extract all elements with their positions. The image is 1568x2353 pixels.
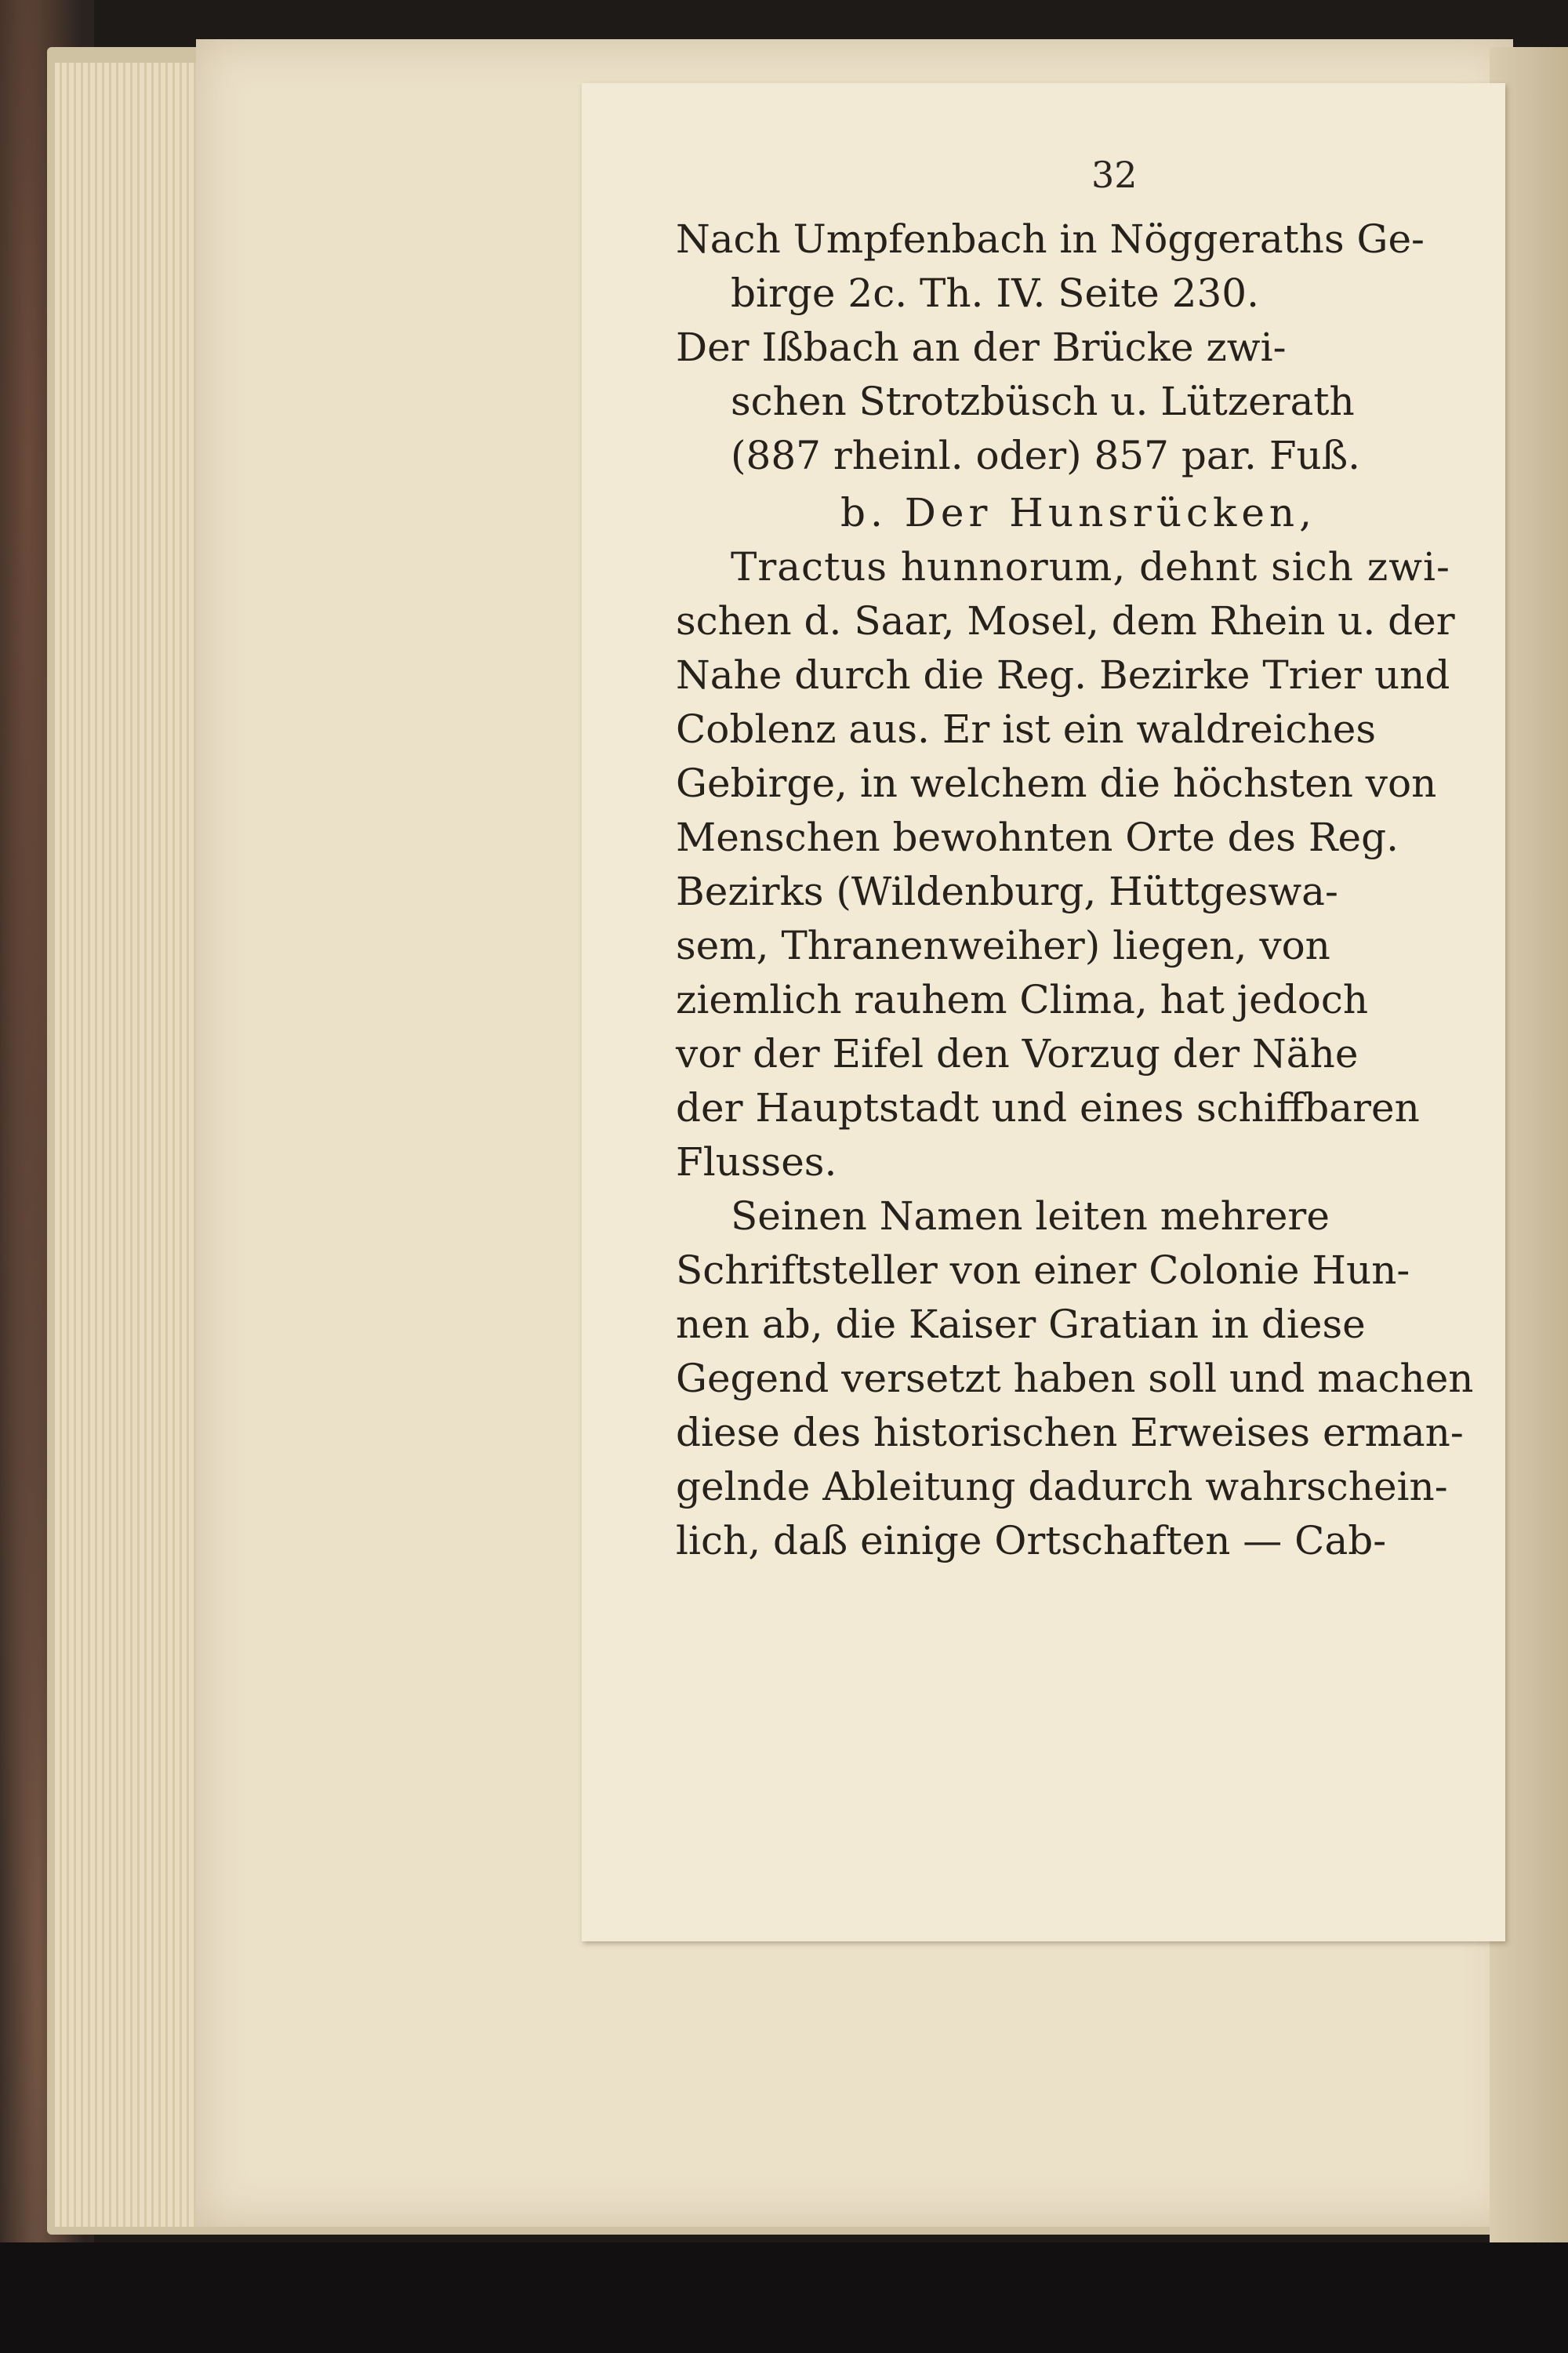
paragraph-line: ziemlich rauhem Clima, hat jedoch — [676, 977, 1369, 1022]
paragraph-line: gelnde Ableitung dadurch wahrschein- — [676, 1464, 1448, 1509]
paragraph-line: diese des historischen Erweises erman- — [676, 1410, 1464, 1455]
paragraph-line: lich, daß einige Ortschaften — Cab- — [676, 1518, 1387, 1563]
text-line: Der Ißbach an der Brücke zwi- — [676, 325, 1287, 370]
paragraph-line: nen ab, die Kaiser Gratian in diese — [676, 1302, 1366, 1347]
text-line: schen Strotzbüsch u. Lützerath — [731, 379, 1355, 424]
paragraph-line: Seinen Namen leiten mehrere — [731, 1193, 1330, 1239]
bottom-shadow — [0, 2242, 1568, 2353]
paragraph-line: Flusses. — [676, 1139, 837, 1185]
paragraph-line: Bezirks (Wildenburg, Hüttgeswa- — [676, 869, 1338, 914]
slip-text — [676, 212, 1523, 1568]
paragraph-line: Gebirge, in welchem die höchsten von — [676, 761, 1437, 806]
paragraph-line: Tractus hunnorum, dehnt sich zwi- — [731, 544, 1450, 590]
paragraph-line: sem, Thranenweiher) liegen, von — [676, 923, 1330, 968]
page-stack — [55, 63, 196, 2227]
paragraph-line: Schriftsteller von einer Colonie Hun- — [676, 1247, 1410, 1293]
section-heading: b. Der Hunsrücken, — [840, 490, 1317, 536]
printed-slip — [582, 83, 1505, 1941]
text-line: Nach Umpfenbach in Nöggeraths Ge- — [676, 216, 1425, 262]
paragraph-line: Nahe durch die Reg. Bezirke Trier und — [676, 652, 1450, 698]
paragraph-line: schen d. Saar, Mosel, dem Rhein u. der — [676, 598, 1455, 644]
paragraph-line: Menschen bewohnten Orte des Reg. — [676, 815, 1399, 860]
paragraph-line: der Hauptstadt und eines schiffbaren — [676, 1085, 1420, 1131]
text-line: (887 rheinl. oder) 857 par. Fuß. — [731, 433, 1361, 478]
paragraph-line: Coblenz aus. Er ist ein waldreiches — [676, 706, 1376, 752]
paragraph-line: vor der Eifel den Vorzug der Nähe — [676, 1031, 1359, 1077]
page-number: 32 — [1091, 154, 1138, 196]
text-line: birge 2c. Th. IV. Seite 230. — [731, 271, 1259, 316]
paragraph-line: Gegend versetzt haben soll und machen — [676, 1356, 1474, 1401]
